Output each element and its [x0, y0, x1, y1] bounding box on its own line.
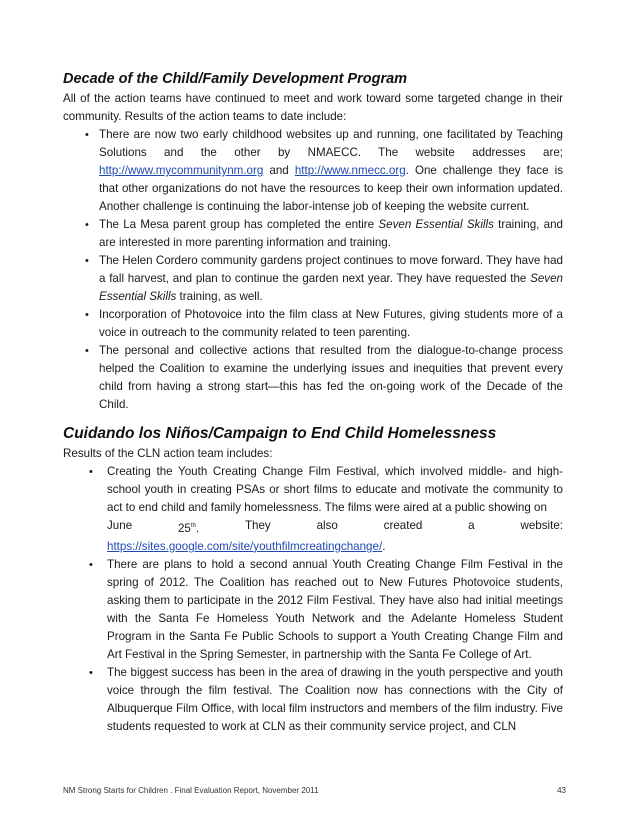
bullet-icon: •	[85, 129, 89, 141]
bullet-icon: •	[89, 666, 93, 679]
bullet-icon: •	[85, 345, 89, 357]
justified-line: June 25th. They also created a website:	[107, 519, 563, 535]
list-item: • The Helen Cordero community gardens project continues to move forward. They have had a fall harvest, and plan to continue the garden next year. They have requested the Seven Essential Skills training, as well.	[85, 254, 563, 303]
list-item: • There are now two early childhood websites up and running, one facilitated by Teaching Solutions and the other by NMAECC. The website addresses are; http://www.mycommunitynm.org and http://www.nmecc.org. One challenge they face is that other organizations do not have the resources to keep their own information updated. Another challenge is continuing the labor-intense job of keeping the website current.	[85, 128, 564, 213]
document-page	[63, 70, 563, 736]
section-heading-decade: Decade of the Child/Family Development Program	[63, 71, 408, 87]
bullet-icon: •	[85, 219, 89, 231]
list-item: • The La Mesa parent group has completed the entire Seven Essential Skills training, and are interested in more parenting information and training.	[85, 218, 563, 249]
list-item: • Incorporation of Photovoice into the film class at New Futures, giving students more of a voice in outreach to the community related to teen parenting.	[85, 308, 563, 339]
bullet-icon: •	[89, 558, 93, 571]
section-intro: All of the action teams have continued to meet and work toward some targeted change in their community. Results of the action teams to date include:	[63, 92, 563, 123]
bullet-icon: •	[89, 466, 93, 478]
list-item: • Creating the Youth Creating Change Film Festival, which involved middle- and high-school youth in creating PSAs or short films to educate and motivate the community to act to end child and family homelessness. The films were aired at a public showing on June 25th. They also created a website: https://sites.google.com/site/youthfilmcreatingchange/.	[89, 465, 563, 553]
list-item: • The personal and collective actions that resulted from the dialogue-to-change process helped the Coalition to examine the underlying issues and inequities that prevent every child from having a strong start—this has fed the on-going work of the Decade of the Child.	[85, 344, 563, 411]
list-item: • The biggest success has been in the area of drawing in the youth perspective and youth voice through the film festival. The Coalition now has connections with the City of Albuquerque Film Office, with local film instructors and members of the film industry. Five students requested to work at CLN as their community service project, and CLN	[89, 665, 563, 733]
mycommunitynm-link[interactable]: http://www.mycommunitynm.org	[99, 164, 264, 177]
bullet-list	[63, 463, 563, 736]
footer-title: NM Strong Starts for Children . Final Evaluation Report, November 2011	[63, 786, 319, 795]
nmecc-link[interactable]: http://www.nmecc.org	[294, 164, 406, 177]
bullet-icon: •	[85, 255, 89, 267]
youthfilm-link[interactable]: https://sites.google.com/site/youthfilmcreatingchange/	[107, 539, 383, 553]
section-heading-cln: Cuidando los Niños/Campaign to End Child Homelessness	[63, 425, 497, 442]
page-number: 43	[557, 786, 566, 795]
section-intro: Results of the CLN action team includes:	[63, 447, 273, 460]
page-footer	[63, 786, 575, 795]
bullet-icon: •	[85, 309, 89, 321]
bullet-list	[63, 126, 563, 414]
list-item: • There are plans to hold a second annual Youth Creating Change Film Festival in the spring of 2012. The Coalition has reached out to New Futures Photovoice students, asking them to participate in the 2012 Film Festival. They have also had initial meetings with the Santa Fe Homeless Youth Network and the Adelante Homeless Student Program in the Santa Fe Public Schools to support a Youth Creating Change Film and Art Festival in the Spring Semester, in partnership with the Santa Fe College of Art.	[89, 557, 563, 661]
